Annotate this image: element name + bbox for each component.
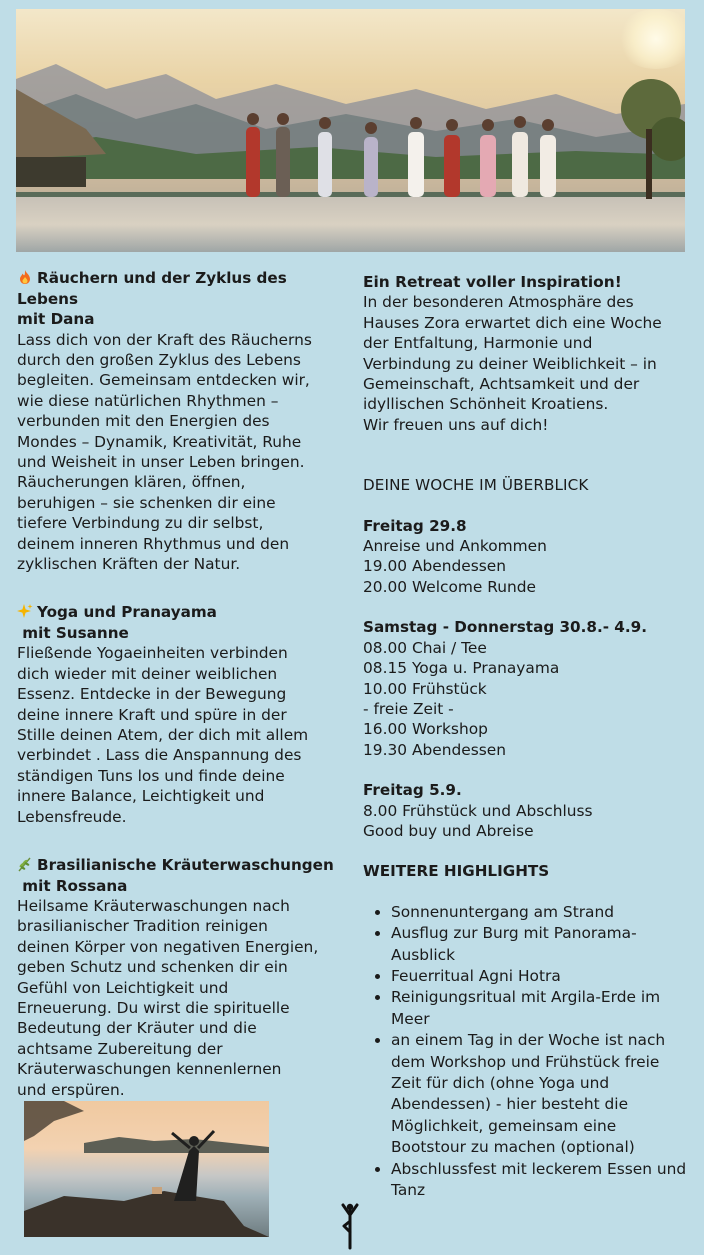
schedule-day-title: Freitag 29.8 bbox=[363, 516, 467, 535]
tree bbox=[616, 69, 685, 199]
list-item: • Abschlussfest mit leckerem Essen und Tanz bbox=[391, 1159, 693, 1202]
section-body: Heilsame Kräuterwaschungen nach brasilianischer Tradition reinigen deinen Körper von negativen Energien, geben Schutz und schenken dir ein Gefühl von Leichtigkeit und Erneuerung. Du wirst die spirituelle Bedeutung der Kräuter und die achtsame Zubereitung der Kräuterwaschungen kennenlernen und erspüren. bbox=[17, 897, 319, 1099]
section-body: Lass dich von der Kraft des Räucherns durch den großen Zyklus des Lebens begleiten. Gemeinsam entdecken wir, wie diese natürlichen Rhythmen – verbunden mit den Energien des Mondes – Dynamik, Kreativität, Ruhe und Weisheit in unser Leben bringen. Räucherungen klären, öffnen, beruhigen – sie schenken dir eine tiefere Verbindung zu dir selbst, deinem inneren Rhythmus und den zyklischen Kräften der Natur. bbox=[17, 330, 312, 573]
highlights-list bbox=[363, 902, 693, 1202]
schedule-item: 08.15 Yoga u. Pranayama bbox=[363, 659, 560, 678]
highlights-title: WEITERE HIGHLIGHTS bbox=[363, 862, 550, 881]
yoga-figure-icon bbox=[338, 1202, 362, 1250]
schedule-day-title: Samstag - Donnerstag 30.8.- 4.9. bbox=[363, 618, 647, 637]
schedule-day bbox=[363, 617, 693, 760]
overview-title: DEINE WOCHE IM ÜBERBLICK bbox=[363, 476, 589, 495]
schedule-item: Good buy und Abreise bbox=[363, 821, 534, 840]
right-column bbox=[363, 272, 693, 1201]
schedule-item: 16.00 Workshop bbox=[363, 720, 488, 739]
schedule-item: 19.30 Abendessen bbox=[363, 740, 506, 759]
schedule-item: 19.00 Abendessen bbox=[363, 557, 506, 576]
section-title: Brasilianische Kräuterwaschungen mit Rossana bbox=[17, 856, 334, 895]
schedule-item: 08.00 Chai / Tee bbox=[363, 638, 487, 657]
schedule-item: 8.00 Frühstück und Abschluss bbox=[363, 801, 593, 820]
section-body: Fließende Yogaeinheiten verbinden dich wieder mit deiner weiblichen Essenz. Entdecke in der Bewegung deine innere Kraft und spüre in der Stille deinen Atem, der dich mit allem verbindet . Lass die Anspannung des ständigen Tuns los und finde deine innere Balance, Leichtigkeit und Lebensfreude. bbox=[17, 644, 309, 826]
seaside-photo bbox=[24, 1101, 269, 1237]
schedule-day-title: Freitag 5.9. bbox=[363, 781, 462, 800]
section-yoga bbox=[17, 602, 342, 827]
schedule-day bbox=[363, 516, 693, 598]
section-kraeuter bbox=[17, 855, 342, 1100]
schedule-item: Anreise und Ankommen bbox=[363, 537, 547, 556]
section-title: Yoga und Pranayama mit Susanne bbox=[17, 603, 217, 642]
list-item: • Ausflug zur Burg mit Panorama-Ausblick bbox=[391, 923, 693, 966]
section-raeuchern bbox=[17, 268, 342, 574]
sparkles-icon bbox=[17, 603, 33, 619]
seaside-scene bbox=[24, 1101, 269, 1237]
list-item: • Feuerritual Agni Hotra bbox=[391, 966, 693, 987]
schedule-item: 10.00 Frühstück bbox=[363, 679, 487, 698]
left-column bbox=[17, 268, 342, 1100]
schedule-item: - freie Zeit - bbox=[363, 699, 454, 718]
hero-photo bbox=[16, 9, 685, 252]
schedule-day bbox=[363, 780, 693, 841]
list-item: • an einem Tag in der Woche ist nach dem Workshop und Frühstück freie Zeit für dich (ohne Yoga und Abendessen) - hier besteht die Möglichkeit, gemeinsam eine Bootstour zu machen (optional) bbox=[391, 1030, 693, 1158]
hut bbox=[16, 79, 106, 189]
section-title: Räuchern und der Zyklus des Lebens mit Dana bbox=[17, 269, 287, 328]
herb-icon bbox=[17, 856, 33, 872]
list-item: • Sonnenuntergang am Strand bbox=[391, 902, 693, 923]
list-item: • Reinigungsritual mit Argila-Erde im Meer bbox=[391, 987, 693, 1030]
retreat-intro: In der besonderen Atmosphäre des Hauses Zora erwartet dich eine Woche der Entfaltung, Harmonie und Verbindung zu deiner Weiblichkeit – in Gemeinschaft, Achtsamkeit und der idyllischen Schönheit Kroatiens. Wir freuen uns auf dich! bbox=[363, 293, 662, 434]
retreat-headline: Ein Retreat voller Inspiration! bbox=[363, 273, 622, 291]
fire-icon bbox=[17, 269, 33, 285]
group-of-women bbox=[236, 97, 576, 247]
schedule-item: 20.00 Welcome Runde bbox=[363, 577, 536, 596]
